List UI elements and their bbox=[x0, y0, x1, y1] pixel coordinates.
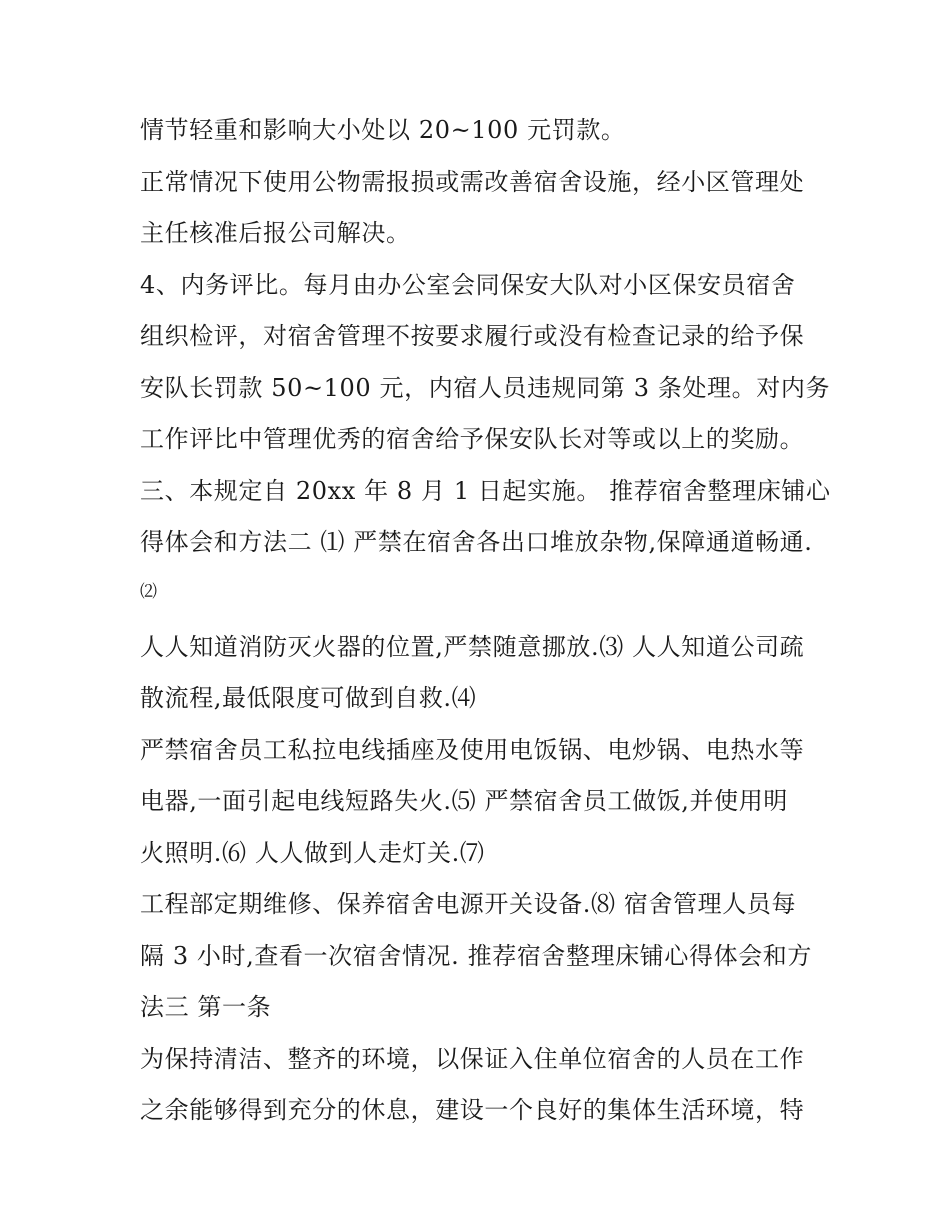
text-line: 组织检评，对宿舍管理不按要求履行或没有检查记录的给予保 bbox=[140, 322, 805, 350]
text-line: 安队长罚款 50~100 元，内宿人员违规同第 3 条处理。对内务 bbox=[140, 373, 831, 402]
text-line: 火照明.⑹ 人人做到人走灯关.⑺ bbox=[140, 838, 485, 867]
text-line: 电器,一面引起电线短路失火.⑸ 严禁宿舍员工做饭,并使用明 bbox=[140, 787, 788, 815]
text-line: 为保持清洁、整齐的环境，以保证入住单位宿舍的人员在工作 bbox=[140, 1044, 805, 1073]
text-line: 法三 第一条 bbox=[140, 993, 272, 1021]
text-line: 得体会和方法二 ⑴ 严禁在宿舍各出口堆放杂物,保障通道畅通. bbox=[140, 528, 813, 556]
text-line: 散流程,最低限度可做到自救.⑷ bbox=[140, 684, 477, 712]
text-line: ⑵ bbox=[140, 581, 158, 602]
text-line: 之余能够得到充分的休息，建设一个良好的集体生活环境，特 bbox=[140, 1096, 805, 1124]
text-line: 人人知道消防灭火器的位置,严禁随意挪放.⑶ 人人知道公司疏 bbox=[140, 632, 805, 661]
text-line: 严禁宿舍员工私拉电线插座及使用电饭锅、电炒锅、电热水等 bbox=[140, 735, 805, 764]
document-body bbox=[140, 108, 831, 1140]
text-line: 工作评比中管理优秀的宿舍给予保安队长对等或以上的奖励。 bbox=[140, 425, 805, 453]
text-line: 三、本规定自 20xx 年 8 月 1 日起实施。 推荐宿舍整理床铺心 bbox=[140, 476, 831, 505]
text-line: 4、内务评比。每月由办公室会同保安大队对小区保安员宿舍 bbox=[140, 270, 796, 299]
text-line: 情节轻重和影响大小处以 20~100 元罚款。 bbox=[140, 116, 626, 144]
text-line: 工程部定期维修、保养宿舍电源开关设备.⑻ 宿舍管理人员每 bbox=[140, 890, 797, 918]
text-line: 正常情况下使用公物需报损或需改善宿舍设施，经小区管理处 bbox=[140, 167, 805, 196]
text-line: 隔 3 小时,查看一次宿舍情况. 推荐宿舍整理床铺心得体会和方 bbox=[140, 941, 813, 970]
text-line: 主任核准后报公司解决。 bbox=[140, 219, 411, 247]
